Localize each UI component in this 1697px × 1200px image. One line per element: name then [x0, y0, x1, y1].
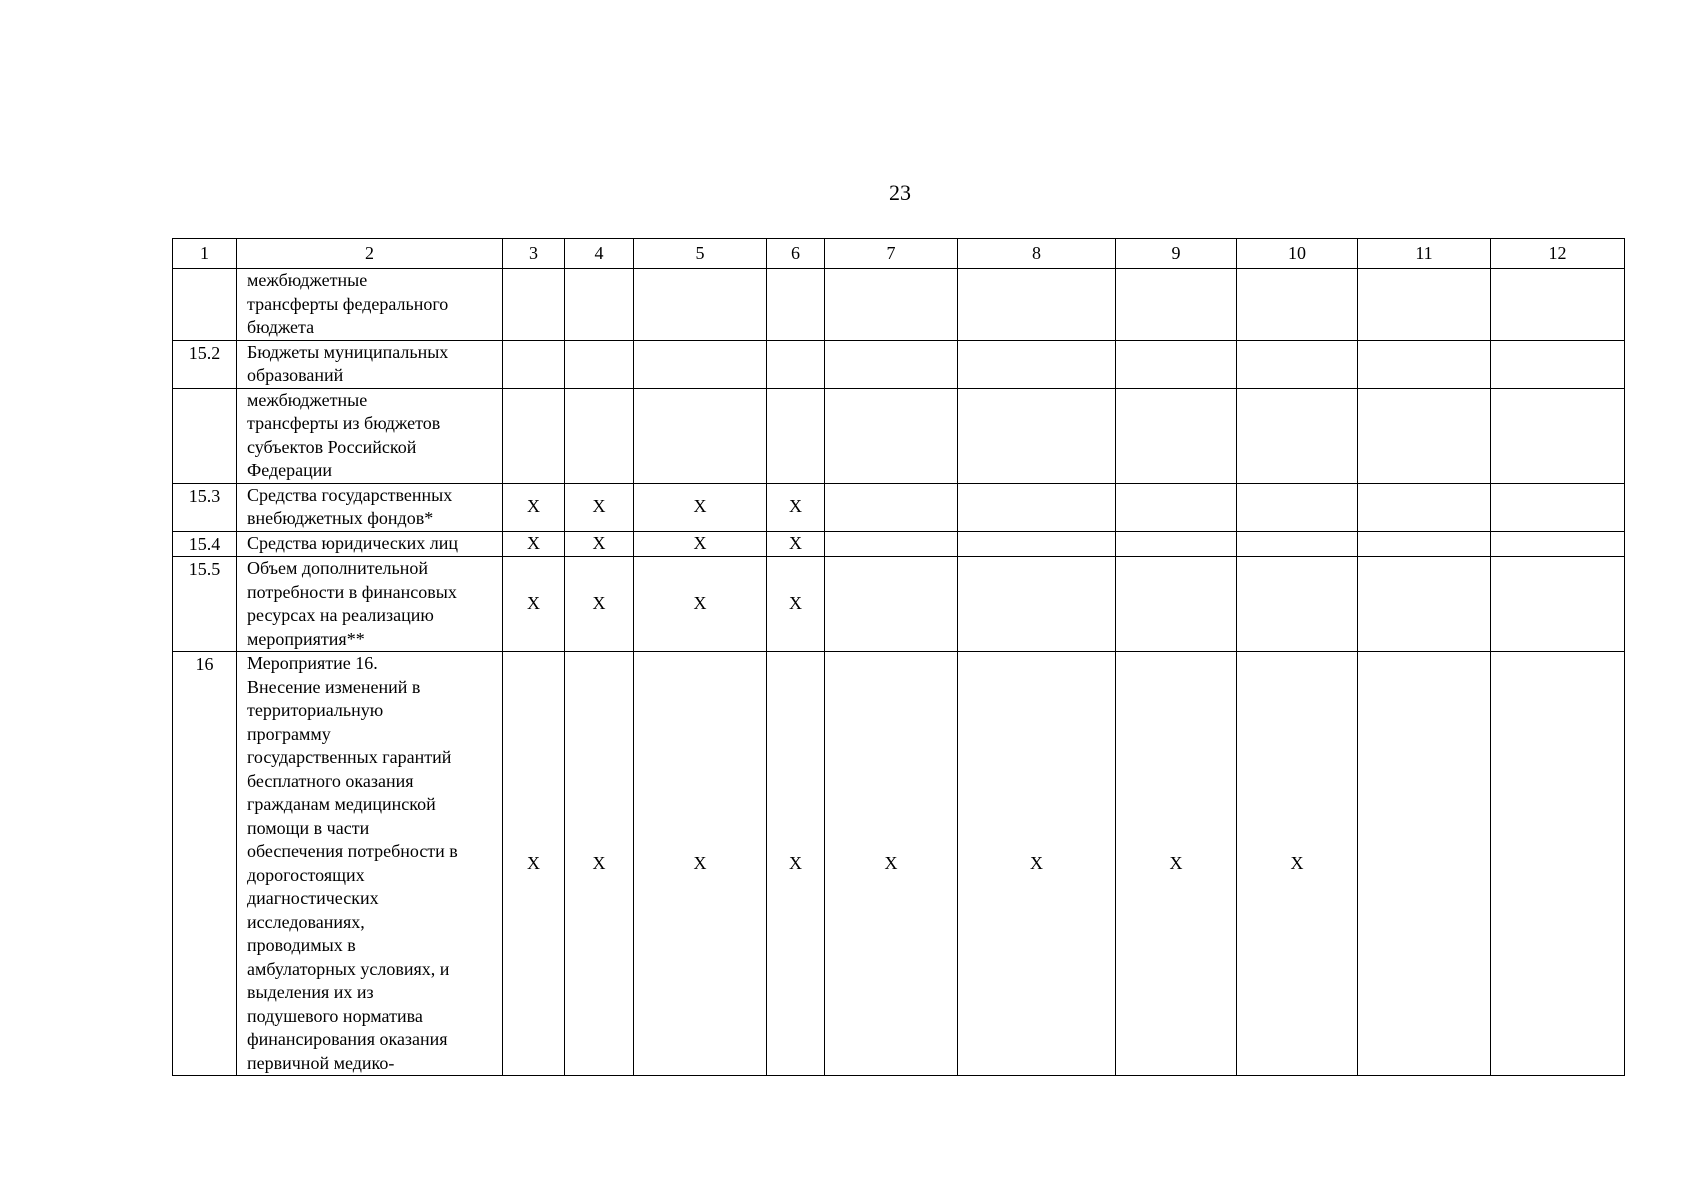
row-name: Объем дополнительной потребности в финансовых ресурсах на реализацию мероприятия** — [237, 557, 503, 652]
row-value-cell — [565, 388, 634, 483]
column-number-row — [173, 239, 1625, 269]
row-value-cell — [1491, 340, 1625, 388]
row-value-cell — [634, 269, 767, 341]
column-header: 11 — [1358, 239, 1491, 269]
row-value-cell — [1116, 483, 1237, 531]
row-number: 15.5 — [173, 557, 237, 652]
row-value-cell — [767, 340, 825, 388]
row-name: Средства юридических лиц — [237, 531, 503, 557]
column-header: 6 — [767, 239, 825, 269]
row-value-cell — [958, 269, 1116, 341]
row-value-cell — [1237, 483, 1358, 531]
row-name: Бюджеты муниципальных образований — [237, 340, 503, 388]
row-value-cell: Х — [1116, 652, 1237, 1076]
row-value-cell — [1358, 483, 1491, 531]
page-number: 23 — [889, 180, 911, 205]
row-value-cell: Х — [503, 652, 565, 1076]
row-value-cell — [958, 483, 1116, 531]
row-value-cell — [1491, 388, 1625, 483]
row-value-cell: Х — [958, 652, 1116, 1076]
row-name: межбюджетные трансферты из бюджетов субъектов Российской Федерации — [237, 388, 503, 483]
row-value-cell — [1237, 557, 1358, 652]
column-header: 3 — [503, 239, 565, 269]
row-value-cell: Х — [565, 483, 634, 531]
row-value-cell — [1116, 531, 1237, 557]
row-name: Средства государственных внебюджетных фондов* — [237, 483, 503, 531]
row-value-cell — [634, 340, 767, 388]
row-number — [173, 388, 237, 483]
column-header: 12 — [1491, 239, 1625, 269]
row-value-cell — [958, 531, 1116, 557]
table-row — [173, 483, 1625, 531]
row-value-cell: Х — [767, 557, 825, 652]
table-row — [173, 652, 1625, 1076]
column-header: 8 — [958, 239, 1116, 269]
row-value-cell — [767, 269, 825, 341]
column-header: 10 — [1237, 239, 1358, 269]
column-header: 4 — [565, 239, 634, 269]
row-value-cell — [1116, 269, 1237, 341]
row-value-cell — [503, 340, 565, 388]
row-value-cell — [1491, 269, 1625, 341]
row-number: 15.4 — [173, 531, 237, 557]
column-header: 5 — [634, 239, 767, 269]
row-value-cell: Х — [503, 531, 565, 557]
row-value-cell — [825, 340, 958, 388]
column-header: 7 — [825, 239, 958, 269]
row-value-cell — [1491, 652, 1625, 1076]
row-value-cell — [565, 340, 634, 388]
row-number: 16 — [173, 652, 237, 1076]
row-value-cell — [1116, 557, 1237, 652]
row-value-cell — [1116, 340, 1237, 388]
row-value-cell — [1237, 269, 1358, 341]
row-value-cell — [1491, 557, 1625, 652]
row-number: 15.3 — [173, 483, 237, 531]
table-row — [173, 531, 1625, 557]
row-number — [173, 269, 237, 341]
row-value-cell: Х — [565, 531, 634, 557]
column-header: 2 — [237, 239, 503, 269]
row-value-cell: Х — [634, 531, 767, 557]
row-value-cell — [1491, 483, 1625, 531]
row-value-cell — [634, 388, 767, 483]
table-row — [173, 557, 1625, 652]
row-value-cell — [1116, 388, 1237, 483]
row-value-cell — [958, 340, 1116, 388]
row-value-cell: Х — [634, 557, 767, 652]
row-value-cell — [503, 388, 565, 483]
row-number: 15.2 — [173, 340, 237, 388]
row-value-cell: Х — [503, 557, 565, 652]
row-value-cell — [1358, 557, 1491, 652]
row-value-cell: Х — [825, 652, 958, 1076]
row-value-cell — [825, 388, 958, 483]
row-value-cell: Х — [767, 652, 825, 1076]
row-value-cell: Х — [634, 483, 767, 531]
financing-table — [172, 238, 1625, 1076]
row-value-cell — [825, 557, 958, 652]
row-value-cell — [825, 269, 958, 341]
row-value-cell — [1491, 531, 1625, 557]
row-value-cell: Х — [767, 531, 825, 557]
row-value-cell: Х — [634, 652, 767, 1076]
row-value-cell: Х — [503, 483, 565, 531]
row-value-cell — [1358, 531, 1491, 557]
row-value-cell — [1358, 269, 1491, 341]
table-row — [173, 269, 1625, 341]
table-row — [173, 340, 1625, 388]
row-value-cell — [1358, 388, 1491, 483]
row-value-cell — [767, 388, 825, 483]
row-value-cell — [825, 531, 958, 557]
row-value-cell: Х — [767, 483, 825, 531]
row-value-cell — [958, 388, 1116, 483]
column-header: 9 — [1116, 239, 1237, 269]
row-value-cell — [825, 483, 958, 531]
row-value-cell: Х — [1237, 652, 1358, 1076]
row-value-cell — [1237, 531, 1358, 557]
row-value-cell — [503, 269, 565, 341]
row-value-cell: Х — [565, 557, 634, 652]
row-name: Мероприятие 16. Внесение изменений в территориальную программу государственных гарантий бесплатного оказания гражданам медицинской помощи в части обеспечения потребности в дорогостоящих диагностических исследованиях, проводимых в амбулаторных условиях, и выделения их из подушевого норматива финансирования оказания первичной медико- — [237, 652, 503, 1076]
table-row — [173, 388, 1625, 483]
row-name: межбюджетные трансферты федерального бюджета — [237, 269, 503, 341]
row-value-cell — [1358, 652, 1491, 1076]
row-value-cell — [565, 269, 634, 341]
row-value-cell — [1358, 340, 1491, 388]
row-value-cell — [1237, 340, 1358, 388]
row-value-cell — [958, 557, 1116, 652]
row-value-cell: Х — [565, 652, 634, 1076]
row-value-cell — [1237, 388, 1358, 483]
column-header: 1 — [173, 239, 237, 269]
